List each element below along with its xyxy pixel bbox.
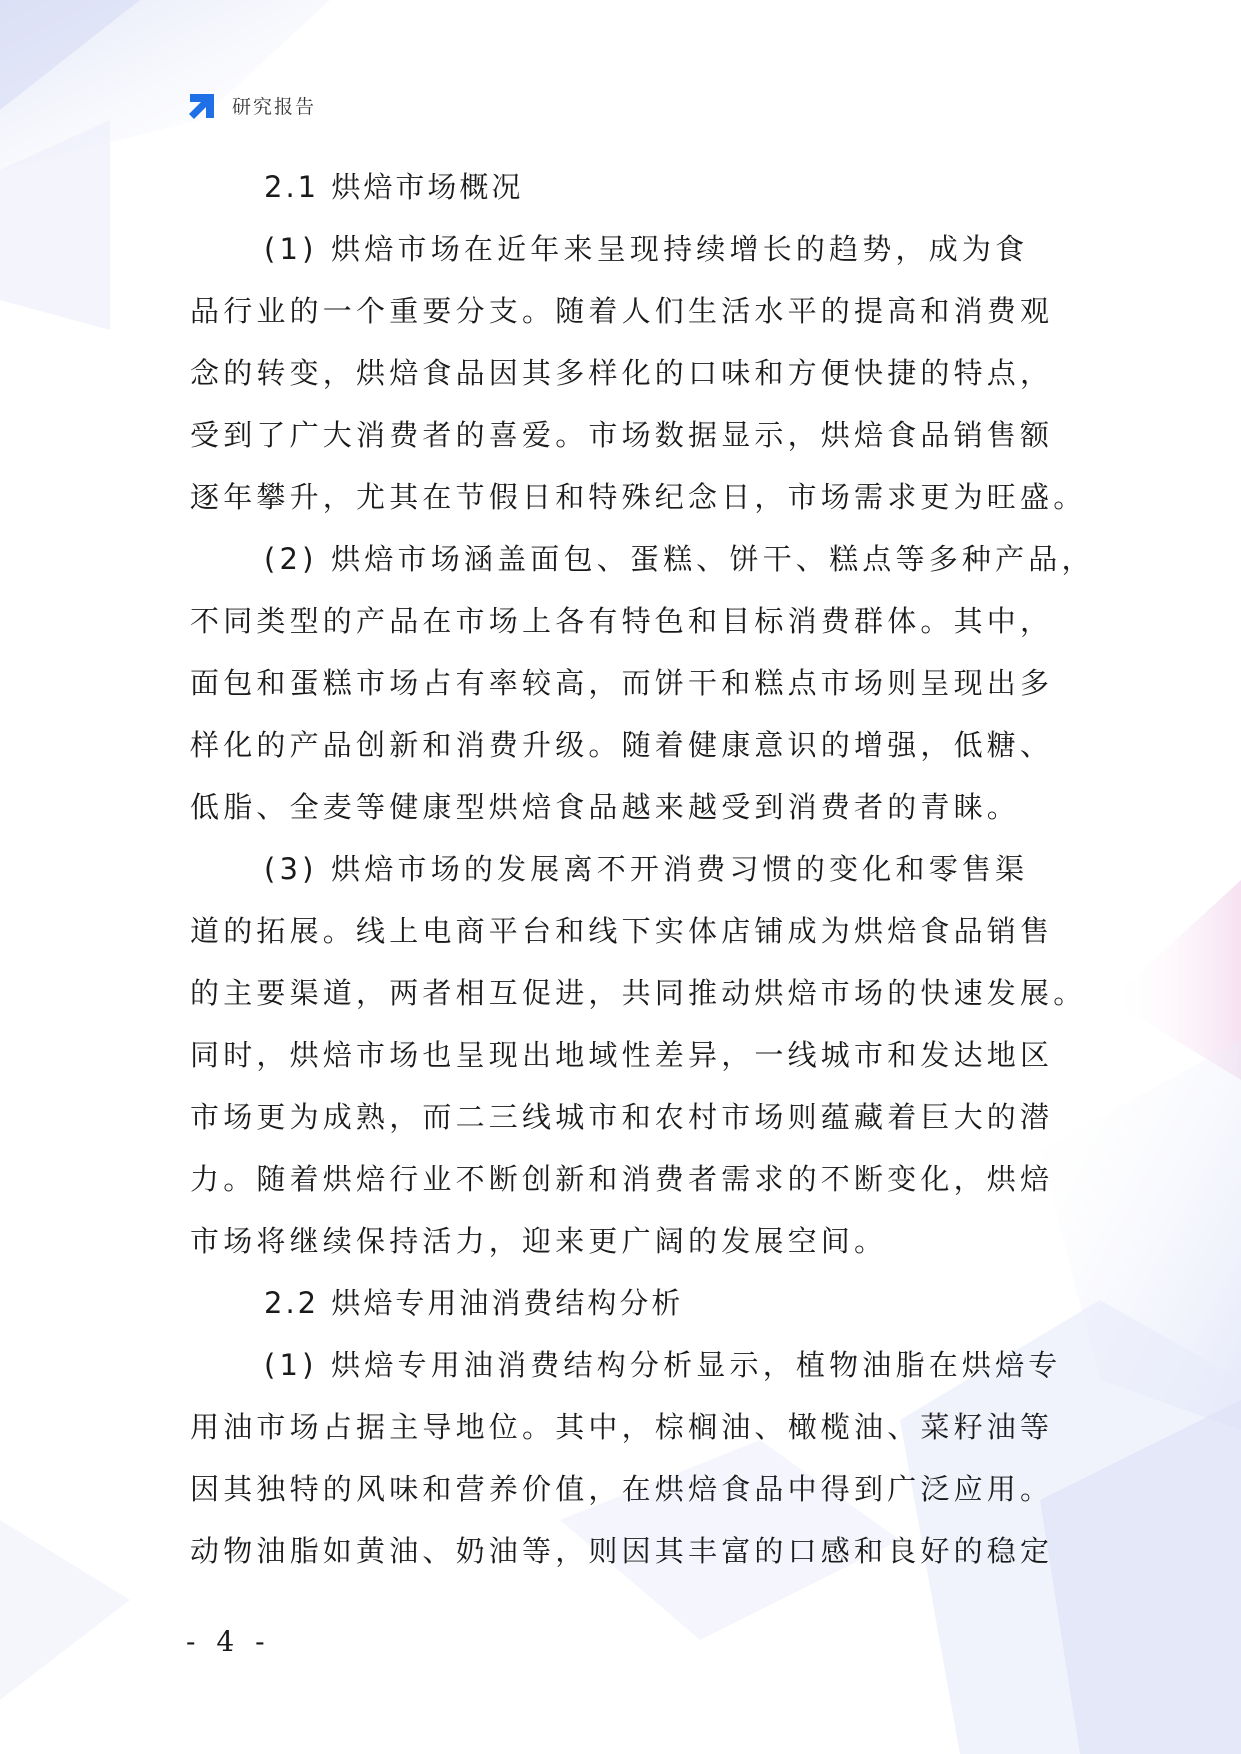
- text-line: 动物油脂如黄油、奶油等，则因其丰富的口感和良好的稳定: [190, 1534, 1054, 1568]
- text-line: 同时，烘焙市场也呈现出地域性差异，一线城市和发达地区: [190, 1038, 1054, 1072]
- arrow-logo-icon: [186, 88, 220, 122]
- text-line: 道的拓展。线上电商平台和线下实体店铺成为烘焙食品销售: [190, 914, 1054, 948]
- document-body: [190, 156, 1095, 1582]
- text-line: (2) 烘焙市场涵盖面包、蛋糕、饼干、糕点等多种产品，: [264, 542, 1095, 576]
- section-heading: 2.2 烘焙专用油消费结构分析: [264, 1286, 684, 1320]
- text-line: (1) 烘焙市场在近年来呈现持续增长的趋势，成为食: [264, 232, 1029, 266]
- text-line: 受到了广大消费者的喜爱。市场数据显示，烘焙食品销售额: [190, 418, 1054, 452]
- text-line: 力。随着烘焙行业不断创新和消费者需求的不断变化，烘焙: [190, 1162, 1054, 1196]
- text-line: 样化的产品创新和消费升级。随着健康意识的增强，低糖、: [190, 728, 1054, 762]
- text-line: 不同类型的产品在市场上各有特色和目标消费群体。其中，: [190, 604, 1054, 638]
- text-line: 因其独特的风味和营养价值，在烘焙食品中得到广泛应用。: [190, 1472, 1054, 1506]
- text-line: 市场将继续保持活力，迎来更广阔的发展空间。: [190, 1224, 888, 1258]
- report-header: [186, 88, 316, 122]
- text-line: 用油市场占据主导地位。其中，棕榈油、橄榄油、菜籽油等: [190, 1410, 1054, 1444]
- text-line: 念的转变，烘焙食品因其多样化的口味和方便快捷的特点，: [190, 356, 1054, 390]
- section-heading: 2.1 烘焙市场概况: [264, 170, 524, 204]
- text-line: 市场更为成熟，而二三线城市和农村市场则蕴藏着巨大的潜: [190, 1100, 1054, 1134]
- text-line: (3) 烘焙市场的发展离不开消费习惯的变化和零售渠: [264, 852, 1029, 886]
- text-line: 品行业的一个重要分支。随着人们生活水平的提高和消费观: [190, 294, 1054, 328]
- text-line: (1) 烘焙专用油消费结构分析显示，植物油脂在烘焙专: [264, 1348, 1062, 1382]
- header-title: 研究报告: [232, 95, 317, 118]
- text-line: 低脂、全麦等健康型烘焙食品越来越受到消费者的青睐。: [190, 790, 1021, 824]
- page-number: - 4 -: [186, 1625, 271, 1658]
- text-line: 的主要渠道，两者相互促进，共同推动烘焙市场的快速发展。: [190, 976, 1087, 1010]
- text-line: 面包和蛋糕市场占有率较高，而饼干和糕点市场则呈现出多: [190, 666, 1054, 700]
- text-line: 逐年攀升，尤其在节假日和特殊纪念日，市场需求更为旺盛。: [190, 480, 1087, 514]
